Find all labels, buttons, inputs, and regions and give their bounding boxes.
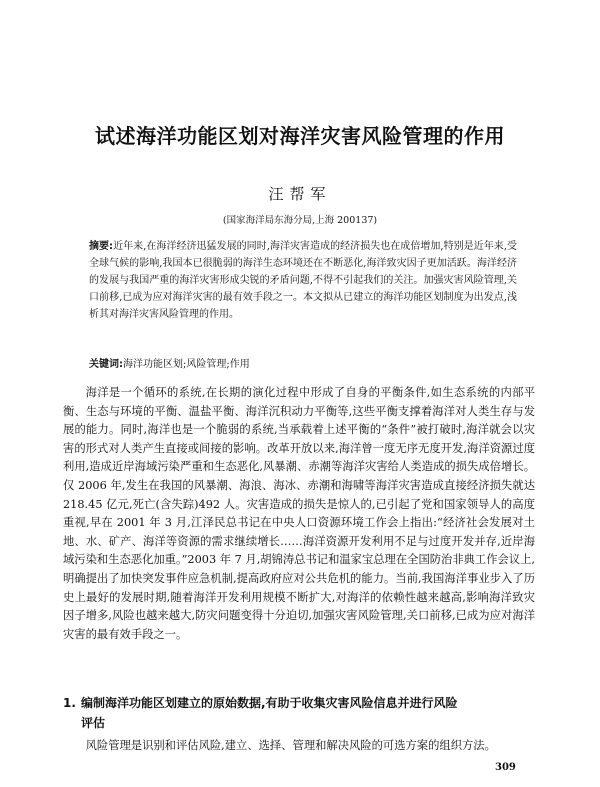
section-1-number: 1. <box>63 696 76 710</box>
abstract-block <box>89 238 517 323</box>
intro-paragraph: 海洋是一个循环的系统,在长期的演化过程中形成了自身的平衡条件,如生态系统的内部平衡、生态与环境的平衡、温盐平衡、海洋沉积动力平衡等,这些平衡支撑着海洋对人类生存与发展的能力。同时,海洋也是一个脆弱的系统,当承载着上述平衡的“条件”被打破时,海洋就会以灾害的形式对人类产生直接或间接的影响。改革开放以来,海洋曾一度无序无度开发,海洋资源过度利用,造成近岸海域污染严重和生态恶化,风暴潮、赤潮等海洋灾害给人类造成的损失成倍增长。仅 2006 年,发生在我国的风暴潮、海浪、海冰、赤潮和海啸等海洋灾害造成直接经济损失就达 218.45 亿元,死亡(含失踪)492 人。灾害造成的损失是惊人的,已引起了党和国家领导人的高度重视,早在 2001 年 3 月,江泽民总书记在中央人口资源环境工作会上指出:“经济社会发展对土地、水、矿产、海洋等资源的需求继续增长……海洋资源开发利用不足与过度开发并存,近岸海域污染和生态恶化加重。”2003 年 7 月,胡锦涛总书记和温家宝总理在全国防治非典工作会议上,明确提出了加快突发事件应急机制,提高政府应对公共危机的能力。当前,我国海洋事业步入了历史上最好的发展时期,随着海洋开发利用规模不断扩大,对海洋的依赖性越来越高,影响海洋致灾因子增多,风险也越来越大,防灾问题变得十分迫切,加强灾害风险管理,关口前移,已成为应对海洋灾害的最有效手段之一。 <box>63 386 536 641</box>
section-1-first-line: 风险管理是识别和评估风险,建立、选择、管理和解决风险的可选方案的组织方法。 <box>85 739 496 752</box>
section-1-heading-line2: 评估 <box>81 716 106 730</box>
paper-title: 试述海洋功能区划对海洋灾害风险管理的作用 <box>95 124 505 148</box>
keywords-label: 关键词: <box>89 359 123 370</box>
author-affiliation: (国家海洋局东海分局,上海 200137) <box>222 215 378 226</box>
keywords-text: 海洋功能区划;风险管理;作用 <box>123 359 250 370</box>
page-number: 309 <box>495 762 516 773</box>
section-1-heading-line1: 编制海洋功能区划建立的原始数据,有助于收集灾害风险信息并进行风险 <box>81 696 458 710</box>
abstract-label: 摘要: <box>89 241 114 252</box>
keywords-block <box>89 356 517 373</box>
abstract-text: 近年来,在海洋经济迅猛发展的同时,海洋灾害造成的经济损失也在成倍增加,特别是近年来,受全球气候的影响,我国本已很脆弱的海洋生态环境还在不断恶化,海洋致灾因子更加活跃。海洋经济的发展与我国严重的海洋灾害形成尖锐的矛盾问题,不得不引起我们的关注。加强灾害风险管理,关口前移,已成为应对海洋灾害的最有效手段之一。本文拟从已建立的海洋功能区划制度为出发点,浅析其对海洋灾害风险管理的作用。 <box>89 241 518 320</box>
section-1-heading <box>63 693 533 733</box>
paper-author: 汪帮军 <box>268 185 332 203</box>
